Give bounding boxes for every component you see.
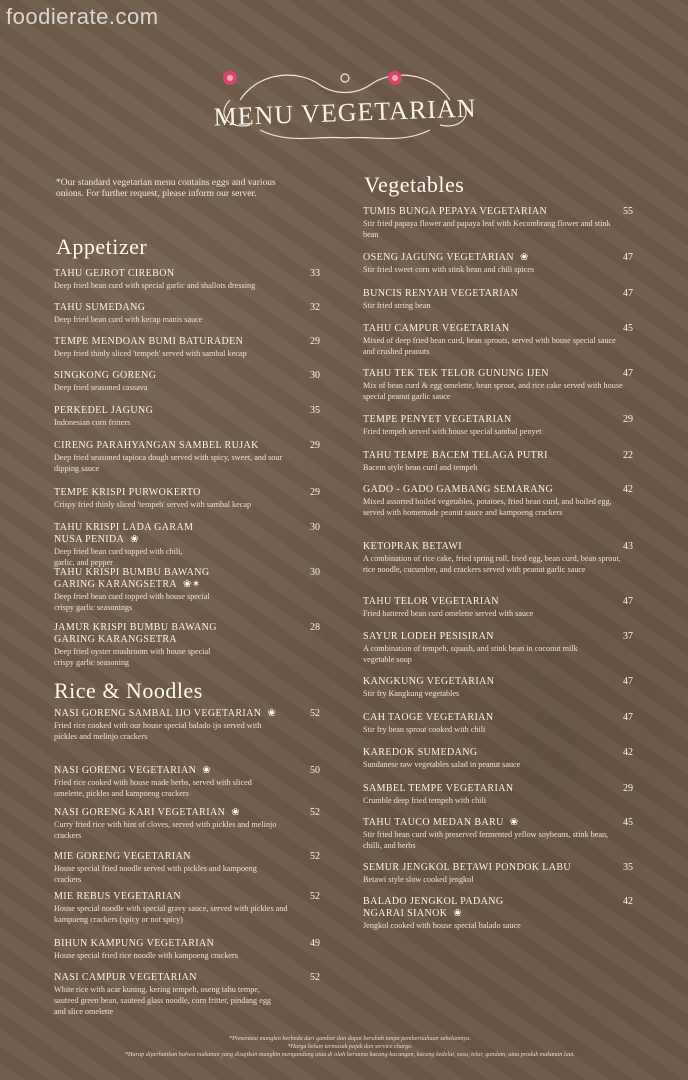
item-price: 32 <box>310 302 320 313</box>
vegetarian-note: *Our standard vegetarian menu contains eggs and various onions. For further request, please inform our server. <box>56 178 276 199</box>
item-description: Deep fried bean curd with special garlic and shallots dressing <box>54 281 256 290</box>
item-price: 50 <box>310 765 320 776</box>
item-name: PERKEDEL JAGUNG <box>54 405 154 416</box>
item-description: Fried rice cooked with house made herbs, served with sliced omelette, pickles and kampoeng crackers <box>54 778 252 798</box>
item-price: 47 <box>623 368 633 379</box>
item-price: 42 <box>623 747 633 758</box>
item-name: TEMPE KRISPI PURWOKERTO <box>54 487 201 498</box>
item-description: Stir fried string bean <box>363 301 431 310</box>
item-description: Mixed of deep fried bean curd, bean sprouts, served with house special sauce and crushed peanuts <box>363 336 616 356</box>
item-description: Deep fried seasoned cassava <box>54 383 148 392</box>
item-name: SEMUR JENGKOL BETAWI PONDOK LABU <box>363 862 572 873</box>
item-description: Mix of bean curd & egg omelette, bean sprout, and rice cake served with house special peanut garlic sauce <box>363 381 623 401</box>
item-price: 52 <box>310 807 320 818</box>
item-description: Stir fry Kangkung vegetables <box>363 689 460 698</box>
menu-item <box>363 712 633 735</box>
item-description: Deep fried oyster mushroom with house special crispy garlic seasoning <box>54 647 211 667</box>
item-price: 29 <box>623 783 633 794</box>
menu-item <box>54 567 320 613</box>
menu-item <box>363 817 633 851</box>
item-price: 47 <box>623 676 633 687</box>
item-price: 30 <box>310 567 320 578</box>
item-price: 43 <box>623 541 633 552</box>
item-name: TAHU GEJROT CIREBON <box>54 268 175 279</box>
item-description: Fried battered bean curd omelette served with sauce <box>363 609 534 618</box>
item-name: OSENG JAGUNG VEGETARIAN ❀ <box>363 252 529 263</box>
item-name: TAHU KRISPI BUMBU BAWANG GARING KARANGSETRA ❀✶ <box>54 567 210 590</box>
menu-item <box>54 807 320 841</box>
chili-icon: ❀ <box>509 817 519 828</box>
item-price: 47 <box>623 288 633 299</box>
item-name: NASI GORENG VEGETARIAN ❀ <box>54 765 212 776</box>
menu-item <box>54 765 320 799</box>
item-description: House special noodle with special gravy sauce, served with pickles and kampoeng crackers (spicy or not spicy) <box>54 904 288 924</box>
item-name: KETOPRAK BETAWI <box>363 541 462 552</box>
section-appetizer: Appetizer <box>56 234 148 259</box>
item-description: Crispy fried thinly sliced 'tempeh' served with sambal kecap <box>54 500 252 509</box>
item-name: BIHUN KAMPUNG VEGETARIAN <box>54 938 215 949</box>
chili-icon: ❀ <box>130 534 140 545</box>
item-description: Jengkol cooked with house special balado sauce <box>363 921 521 930</box>
menu-item <box>363 414 633 437</box>
item-price: 52 <box>310 972 320 983</box>
menu-item <box>54 336 320 359</box>
watermark: foodierate.com <box>6 4 159 29</box>
chili-icon: ❀ <box>231 807 240 818</box>
item-description: House special fried rice noodle with kampoeng crackers <box>54 951 238 960</box>
chili-star-icon: ❀✶ <box>183 579 201 590</box>
item-name: TAHU TAUCO MEDAN BARU ❀ <box>363 817 519 828</box>
flower-icon <box>223 71 237 85</box>
item-price: 35 <box>310 405 320 416</box>
item-price: 55 <box>623 206 633 217</box>
chili-icon: ❀ <box>202 765 212 776</box>
item-name: TEMPE MENDOAN BUMI BATURADEN <box>54 336 244 347</box>
item-name: TAHU CAMPUR VEGETARIAN <box>363 323 510 334</box>
item-price: 30 <box>310 522 320 533</box>
menu-item <box>54 891 320 925</box>
menu-item <box>54 268 320 291</box>
menu-item <box>363 206 633 240</box>
item-description: Deep fried thinly sliced 'tempeh' served with sambal kecap <box>54 349 247 358</box>
item-description: Stir fried papaya flower and papaya leaf with Kecombrang flower and stink bean <box>363 219 611 239</box>
menu-item <box>363 252 633 275</box>
item-description: Deep fried bean curd with kecap manis sauce <box>54 315 203 324</box>
section-vegetables: Vegetables <box>364 172 465 197</box>
menu-item <box>54 851 320 885</box>
item-price: 29 <box>623 414 633 425</box>
footer-line: *Harap diperhatikan bahwa makanan yang disajikan mungkin mengandung atau di olah bersama kacang-kacangan, kacang kedelai, susu, telur, gandum, atau produk makanan laut. <box>124 1051 576 1058</box>
item-name: NASI GORENG SAMBAL IJO VEGETARIAN ❀ <box>54 708 277 719</box>
menu-item <box>54 302 320 325</box>
item-name: KAREDOK SUMEDANG <box>363 747 478 758</box>
item-description: A combination of rice cake, fried spring roll, fried egg, bean curd, bean sprout, rice noodle, cucumber, and crackers served with peanut garlic sauce <box>363 554 621 574</box>
item-description: Betawi style slow cooked jengkol <box>363 875 474 884</box>
item-description: Fried rice cooked with our house special balado ijo served with pickles and melinjo crackers <box>54 721 262 741</box>
item-description: House special fried noodle served with pickles and kampoeng crackers <box>54 864 257 884</box>
item-name: TAHU KRISPI LADA GARAM NUSA PENIDA ❀ <box>54 522 194 545</box>
item-description: A combination of tempeh, squash, and stink bean in coconut milk vegetable soup <box>363 644 578 664</box>
footer-notes <box>60 1035 640 1059</box>
item-price: 52 <box>310 708 320 719</box>
menu-item <box>363 631 633 665</box>
item-price: 30 <box>310 370 320 381</box>
item-name: CIRENG PARAHYANGAN SAMBEL RUJAK <box>54 440 259 451</box>
item-description: Sundanese raw vegetables salad in peanut sauce <box>363 760 521 769</box>
menu-item <box>54 405 320 428</box>
item-description: Deep fried bean curd topped with chili, garlic, and pepper <box>54 547 183 567</box>
menu-item <box>363 747 633 770</box>
item-name: TAHU TEK TEK TELOR GUNUNG IJEN <box>363 368 549 379</box>
menu-item <box>363 783 633 806</box>
chili-icon: ❀ <box>453 908 463 919</box>
item-price: 47 <box>623 712 633 723</box>
item-name: BUNCIS RENYAH VEGETARIAN <box>363 288 519 299</box>
item-name: CAH TAOGE VEGETARIAN <box>363 712 494 723</box>
item-name: TAHU TEMPE BACEM TELAGA PUTRI <box>363 450 548 461</box>
item-price: 42 <box>623 484 633 495</box>
item-name: SINGKONG GORENG <box>54 370 157 381</box>
menu-item <box>54 622 320 668</box>
menu-item <box>363 676 633 699</box>
menu-item <box>363 484 633 518</box>
menu-item <box>54 487 320 510</box>
menu-item <box>54 522 320 568</box>
chili-icon: ❀ <box>267 708 277 719</box>
item-description: Deep fried seasoned tapioca dough served with spicy, sweet, and sour dipping sauce <box>54 453 283 473</box>
item-price: 22 <box>623 450 633 461</box>
menu-item <box>363 541 633 575</box>
section-rice-noodles: Rice & Noodles <box>54 678 203 703</box>
chili-icon: ❀ <box>520 252 529 263</box>
item-name: KANGKUNG VEGETARIAN <box>363 676 495 687</box>
menu-item <box>363 288 633 311</box>
item-name: NASI CAMPUR VEGETARIAN <box>54 972 197 983</box>
footer-line: *Presentasi mungkin berbeda dari gambar dan dapat berubah tanpa pemberitahuan sebelumnya. <box>229 1035 471 1042</box>
item-name: SAMBEL TEMPE VEGETARIAN <box>363 783 514 794</box>
item-price: 47 <box>623 252 633 263</box>
item-price: 49 <box>310 938 320 949</box>
menu-item <box>363 323 633 357</box>
item-price: 52 <box>310 851 320 862</box>
item-name: TAHU SUMEDANG <box>54 302 146 313</box>
menu-item <box>54 972 320 1017</box>
menu-item <box>54 440 320 474</box>
menu-item <box>54 938 320 961</box>
item-price: 37 <box>623 631 633 642</box>
item-name: NASI GORENG KARI VEGETARIAN ❀ <box>54 807 240 818</box>
item-name: SAYUR LODEH PESISIRAN <box>363 631 494 642</box>
page-title: MENU VEGETARIAN <box>213 93 477 132</box>
flower-icon <box>388 71 402 85</box>
menu-item <box>363 368 633 402</box>
menu-item <box>54 708 320 742</box>
item-price: 52 <box>310 891 320 902</box>
item-name: JAMUR KRISPI BUMBU BAWANG GARING KARANGSETRA <box>54 622 217 645</box>
item-name: MIE REBUS VEGETARIAN <box>54 891 182 902</box>
item-description: Stir fry bean sprout cooked with chili <box>363 725 486 734</box>
menu-item <box>363 862 633 885</box>
item-description: Crumble deep fried tempeh with chili <box>363 796 487 805</box>
item-description: Bacem style bean curd and tempeh <box>363 463 478 472</box>
item-name: TAHU TELOR VEGETARIAN <box>363 596 499 607</box>
item-description: Curry fried rice with hint of cloves, served with pickles and melinjo crackers <box>54 820 277 840</box>
item-price: 29 <box>310 487 320 498</box>
item-description: Deep fried bean curd topped with house special crispy garlic seasonings <box>54 592 210 612</box>
menu-item <box>363 596 633 619</box>
item-price: 45 <box>623 323 633 334</box>
item-description: Stir fried sweet corn with stink bean and chili spices <box>363 265 535 274</box>
item-name: TEMPE PENYET VEGETARIAN <box>363 414 512 425</box>
footer-line: *Harga belum termasuk pajak dan service charge. <box>287 1043 413 1050</box>
item-name: GADO - GADO GAMBANG SEMARANG <box>363 484 554 495</box>
item-description: Mixed assorted boiled vegetables, potatoes, fried bean curd, and boiled egg, served with homemade peanut sauce and kampoeng crackers <box>363 497 612 517</box>
item-name: TUMIS BUNGA PEPAYA VEGETARIAN <box>363 206 548 217</box>
item-price: 29 <box>310 336 320 347</box>
item-name: MIE GORENG VEGETARIAN <box>54 851 191 862</box>
menu-item <box>363 450 633 473</box>
menu-item <box>363 896 633 931</box>
menu-item <box>54 370 320 393</box>
item-price: 29 <box>310 440 320 451</box>
item-price: 42 <box>623 896 633 907</box>
item-description: Indonesian corn fritters <box>54 418 131 427</box>
item-price: 33 <box>310 268 320 279</box>
item-name: BALADO JENGKOL PADANG NGARAI SIANOK ❀ <box>363 896 504 919</box>
item-description: White rice with acar kuning, kering tempeh, oseng tahu tempe, sauteed green bean, sauteed glass noodle, corn fritter, pindang egg and slice omelette <box>54 985 272 1016</box>
item-price: 45 <box>623 817 633 828</box>
menu-header <box>200 60 490 150</box>
item-description: Stir fried bean curd with preserved fermented yellow soybeans, stink bean, chilli, and herbs <box>363 830 609 850</box>
item-price: 47 <box>623 596 633 607</box>
item-description: Fried tempeh served with house special sambal penyet <box>363 427 542 436</box>
item-price: 28 <box>310 622 320 633</box>
item-price: 35 <box>623 862 633 873</box>
